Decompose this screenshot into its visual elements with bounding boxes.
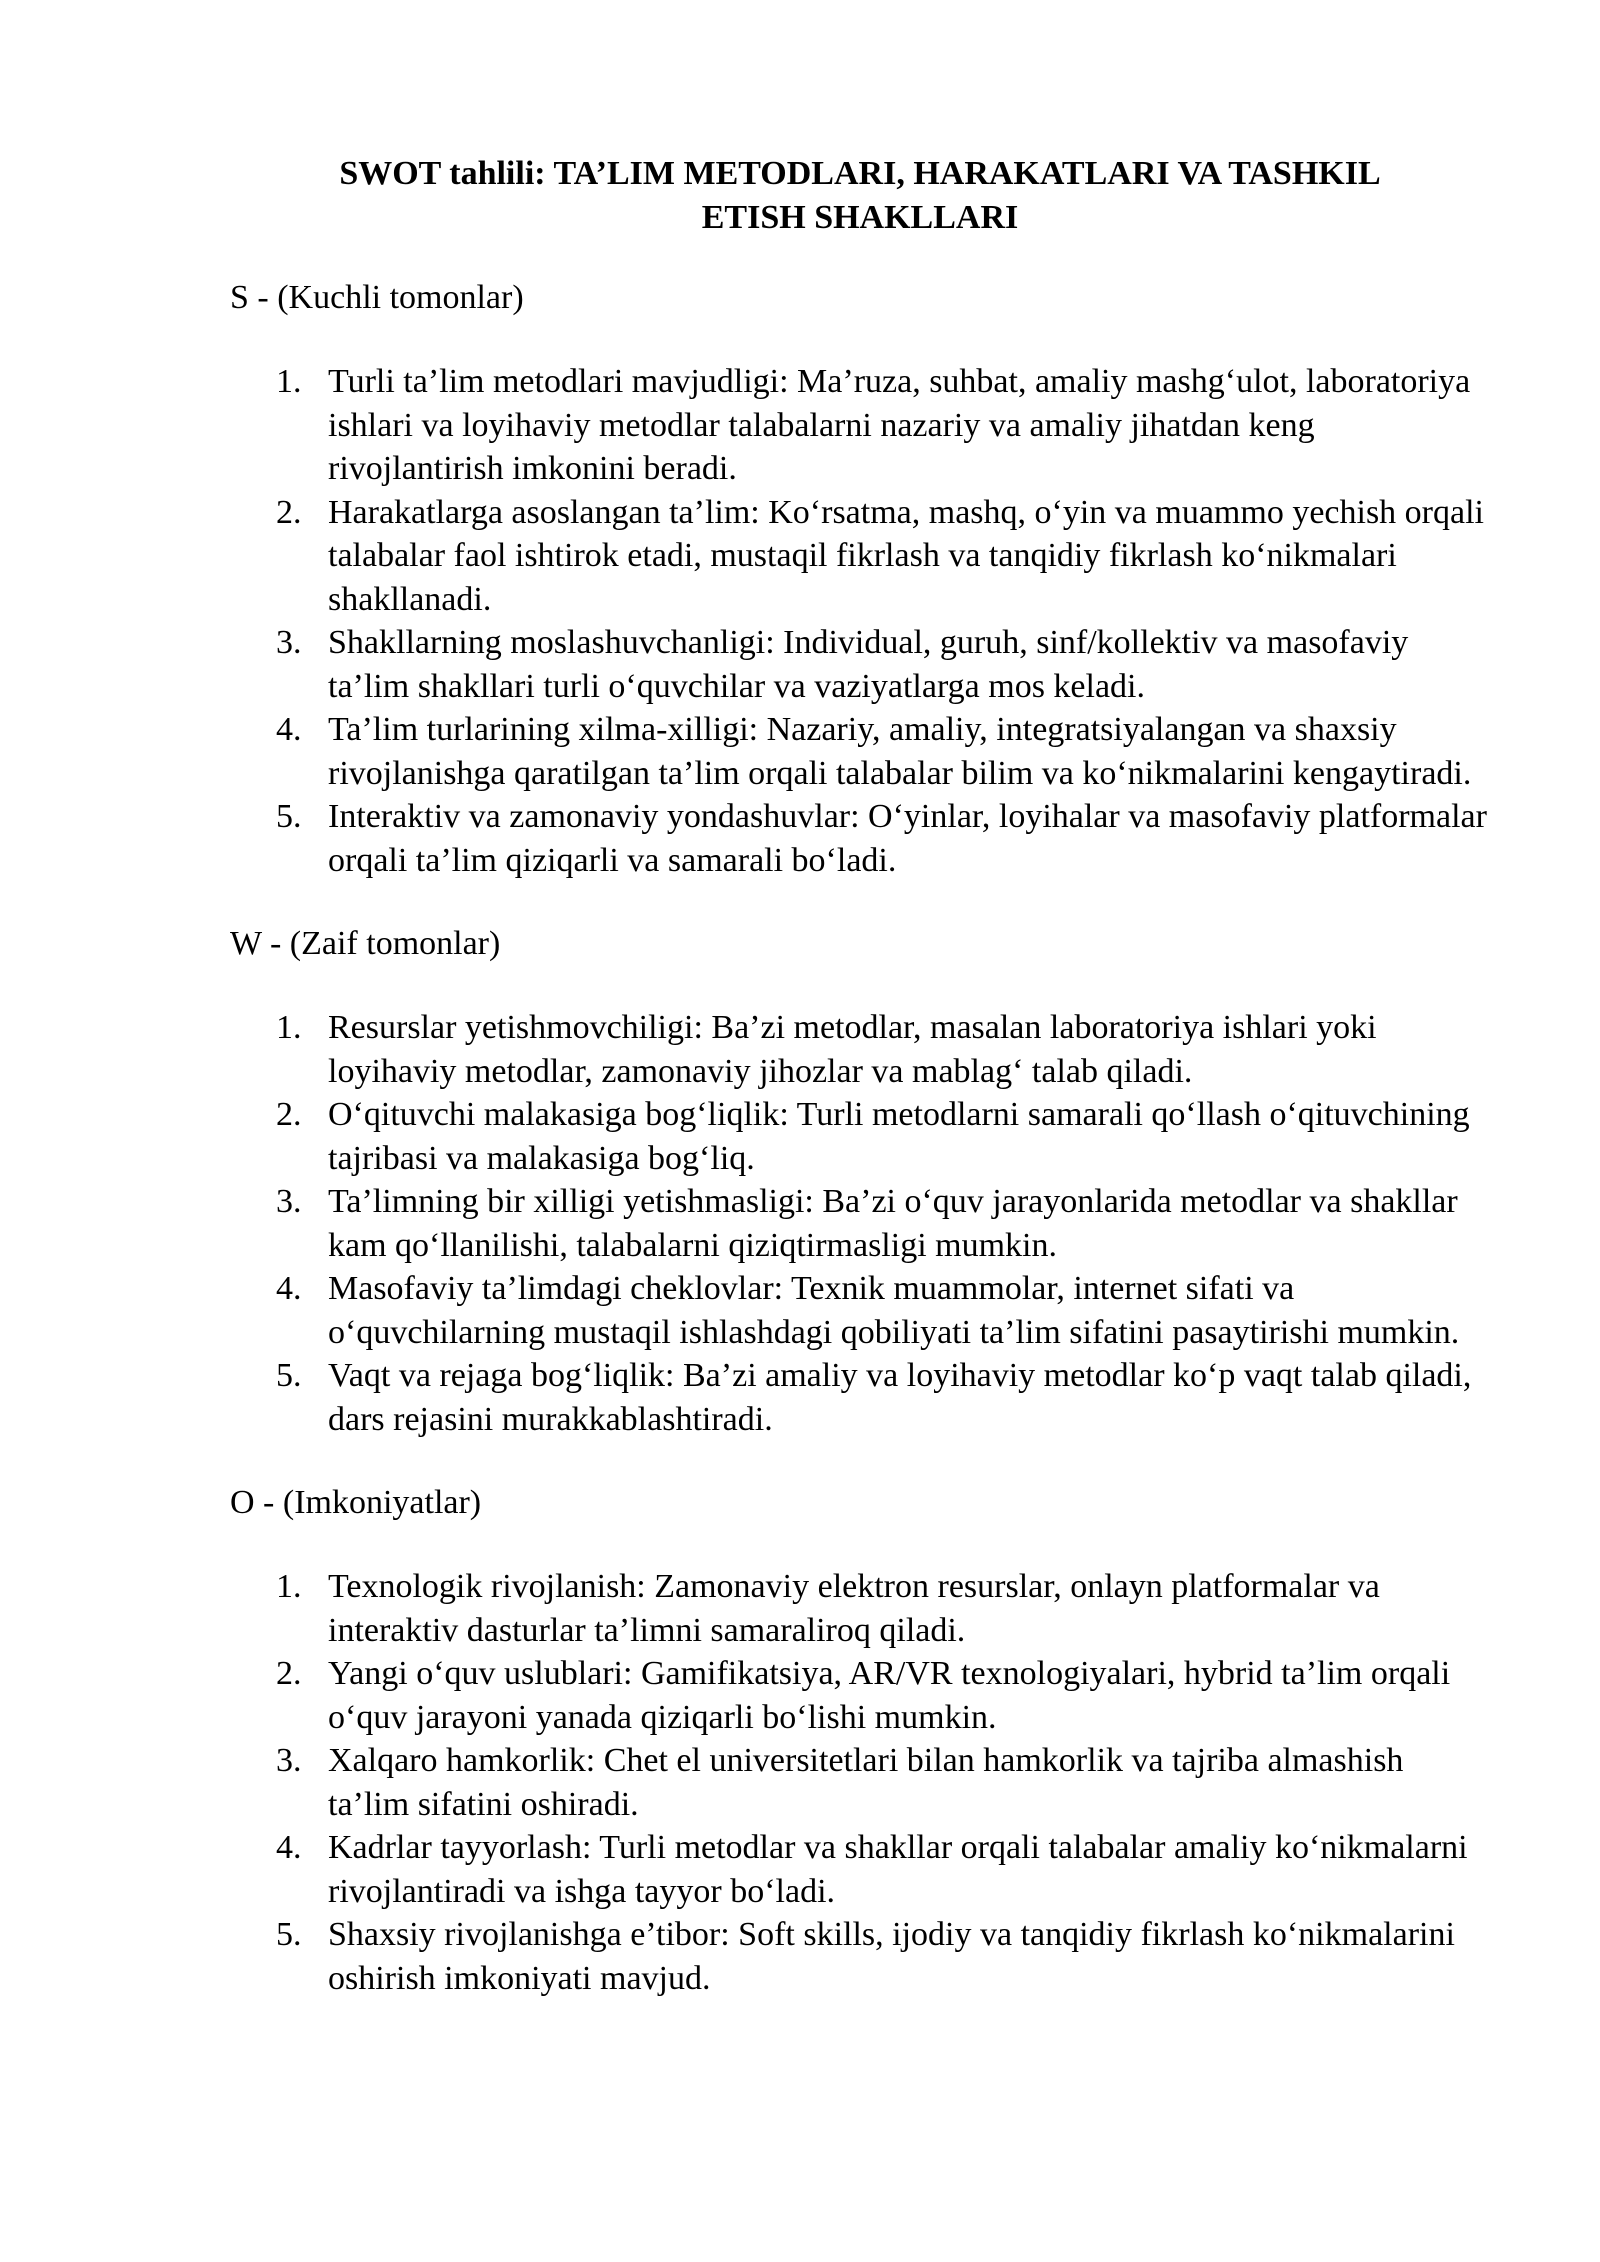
list-item-number: 5. (276, 1916, 302, 1953)
list-item-text: Yangi o‘quv uslublari: Gamifikatsiya, AR/VR texnologiyalari, hybrid ta’lim orqali o‘quv jarayoni yanada qiziqarli bo‘lishi mumkin. (328, 1655, 1451, 1736)
list-item (230, 708, 1490, 795)
list-item (230, 491, 1490, 622)
list-item-text: Texnologik rivojlanish: Zamonaviy elektron resurslar, onlayn platformalar va interaktiv dasturlar ta’limni samaraliroq qiladi. (328, 1568, 1380, 1649)
list-item-text: Shakllarning moslashuvchanligi: Individual, guruh, sinf/kollektiv va masofaviy ta’lim shakllari turli o‘quvchilar va vaziyatlarga mos keladi. (328, 624, 1409, 705)
list-item (230, 1565, 1490, 1652)
section-weaknesses (230, 922, 1490, 1441)
list-item-text: Ta’lim turlarining xilma-xilligi: Nazariy, amaliy, integratsiyalangan va shaxsiy rivojlanishga qaratilgan ta’lim orqali talabalar bilim va ko‘nikmalarini kengaytiradi. (328, 711, 1472, 792)
list-item-number: 1. (276, 363, 302, 400)
list-item (230, 1180, 1490, 1267)
list-item (230, 1006, 1490, 1093)
list-item-number: 2. (276, 1655, 302, 1692)
list-item (230, 1267, 1490, 1354)
list-item-text: Harakatlarga asoslangan ta’lim: Ko‘rsatma, mashq, o‘yin va muammo yechish orqali talabalar faol ishtirok etadi, mustaqil fikrlash va tanqidiy fikrlash ko‘nikmalari shakllanadi. (328, 493, 1484, 618)
list-item (230, 360, 1490, 491)
document-title-line-2: ETISH SHAKLLARI (701, 199, 1019, 236)
list-item-text: Turli ta’lim metodlari mavjudligi: Ma’ruza, suhbat, amaliy mashg‘ulot, laboratoriya ishlari va loyihaviy metodlar talabalarni nazariy va amaliy jihatdan keng rivojlantirish imkonini beradi. (328, 363, 1471, 487)
list-item-text: Ta’limning bir xilligi yetishmasligi: Ba’zi o‘quv jarayonlarida metodlar va shakllar kam qo‘llanilishi, talabalarni qiziqtirmasligi mumkin. (328, 1183, 1458, 1264)
list-item (230, 1826, 1490, 1913)
section-heading-opportunities: O - (Imkoniyatlar) (230, 1484, 482, 1521)
section-opportunities (230, 1481, 1490, 2000)
list-item (230, 1354, 1490, 1441)
list-item-text: O‘qituvchi malakasiga bog‘liqlik: Turli metodlarni samarali qo‘llash o‘qituvchining tajribasi va malakasiga bog‘liq. (328, 1096, 1470, 1177)
list-item-number: 4. (276, 1270, 302, 1307)
list-item-number: 5. (276, 798, 302, 835)
section-heading-strengths: S - (Kuchli tomonlar) (230, 279, 524, 316)
weaknesses-list (230, 1006, 1490, 1441)
list-item-text: Resurslar yetishmovchiligi: Ba’zi metodlar, masalan laboratoriya ishlari yoki loyihaviy metodlar, zamonaviy jihozlar va mablag‘ talab qiladi. (328, 1009, 1377, 1090)
list-item (230, 1739, 1490, 1826)
list-item-text: Xalqaro hamkorlik: Chet el universitetlari bilan hamkorlik va tajriba almashish ta’lim sifatini oshiradi. (328, 1742, 1404, 1823)
opportunities-list (230, 1565, 1490, 2000)
strengths-list (230, 360, 1490, 882)
list-item-number: 2. (276, 1096, 302, 1133)
list-item-number: 4. (276, 711, 302, 748)
section-heading-weaknesses: W - (Zaif tomonlar) (230, 925, 501, 962)
list-item-number: 3. (276, 624, 302, 661)
list-item (230, 1913, 1490, 2000)
list-item-text: Vaqt va rejaga bog‘liqlik: Ba’zi amaliy va loyihaviy metodlar ko‘p vaqt talab qiladi, dars rejasini murakkablashtiradi. (328, 1357, 1472, 1438)
document-title-line-1: SWOT tahlili: TA’LIM METODLARI, HARAKATLARI VA TASHKIL (339, 155, 1381, 192)
list-item-number: 1. (276, 1568, 302, 1605)
list-item-number: 3. (276, 1183, 302, 1220)
list-item-number: 2. (276, 493, 302, 531)
list-item-text: Interaktiv va zamonaviy yondashuvlar: O‘yinlar, loyihalar va masofaviy platformalar orqali ta’lim qiziqarli va samarali bo‘ladi. (328, 798, 1487, 879)
list-item (230, 1093, 1490, 1180)
list-item-number: 3. (276, 1742, 302, 1779)
list-item-number: 1. (276, 1009, 302, 1046)
document-title (230, 152, 1490, 240)
list-item-text: Shaxsiy rivojlanishga e’tibor: Soft skills, ijodiy va tanqidiy fikrlash ko‘nikmalarini oshirish imkoniyati mavjud. (328, 1916, 1455, 1997)
list-item (230, 795, 1490, 882)
list-item-text: Masofaviy ta’limdagi cheklovlar: Texnik muammolar, internet sifati va o‘quvchilarning mustaqil ishlashdagi qobiliyati ta’lim sifatini pasaytirishi mumkin. (328, 1270, 1460, 1351)
list-item (230, 621, 1490, 708)
list-item-text: Kadrlar tayyorlash: Turli metodlar va shakllar orqali talabalar amaliy ko‘nikmalarni rivojlantiradi va ishga tayyor bo‘ladi. (328, 1829, 1468, 1910)
section-strengths (230, 276, 1490, 882)
list-item-number: 4. (276, 1829, 302, 1866)
list-item-number: 5. (276, 1357, 302, 1394)
list-item (230, 1652, 1490, 1739)
